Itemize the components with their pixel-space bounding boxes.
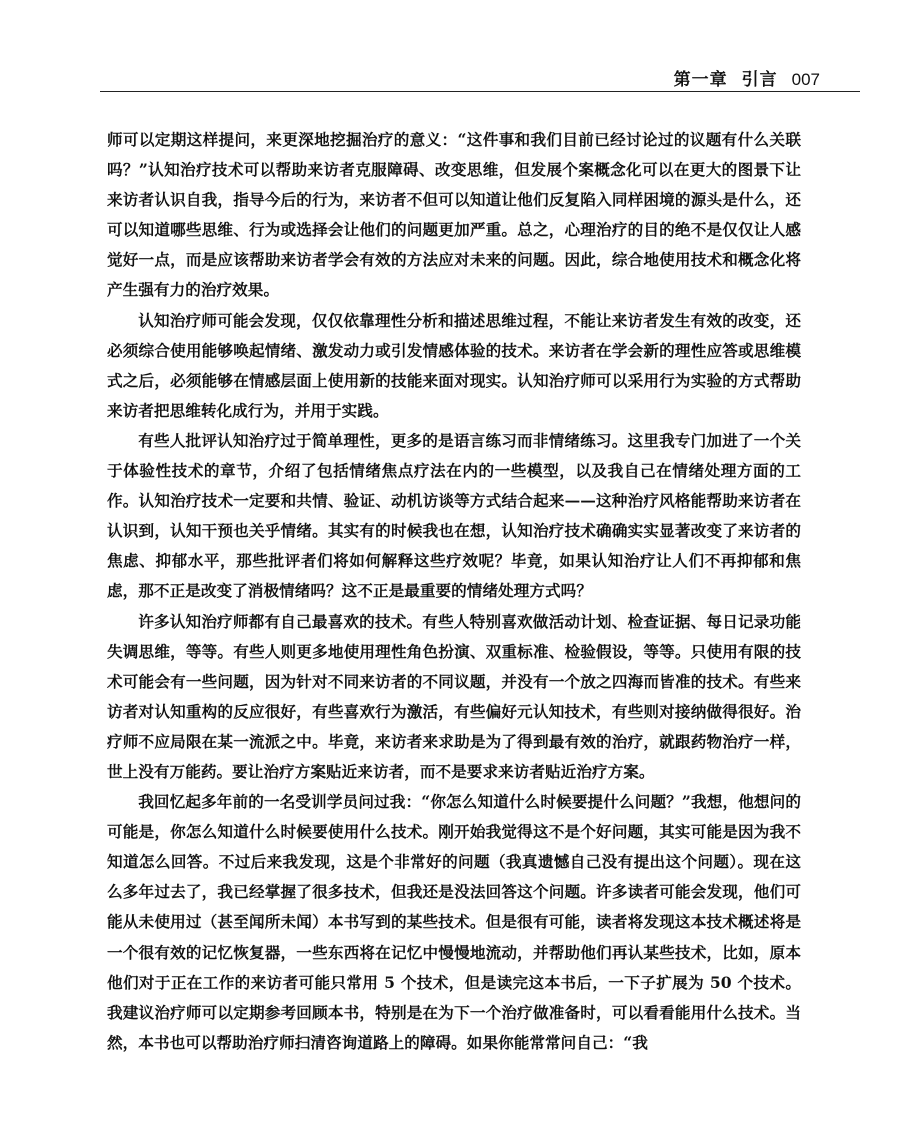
paragraph-1: 师可以定期这样提问，来更深地挖掘治疗的意义：“这件事和我们目前已经讨论过的议题有什么关联吗？”认知治疗技术可以帮助来访者克服障碍、改变思维，但发展个案概念化可以在更大的图景下让来访者认识自我，指导今后的行为，来访者不但可以知道让他们反复陷入同样困境的源头是什么，还可以知道哪些思维、行为或选择会让他们的问题更加严重。总之，心理治疗的目的绝不是仅仅让人感觉好一点，而是应该帮助来访者学会有效的方法应对未来的问题。因此，综合地使用技术和概念化将产生强有力的治疗效果。 (107, 130, 801, 300)
paragraph-3: 有些人批评认知治疗过于简单理性，更多的是语言练习而非情绪练习。这里我专门加进了一个关于体验性技术的章节，介绍了包括情绪焦点疗法在内的一些模型，以及我自己在情绪处理方面的工作。认知治疗技术一定要和共情、验证、动机访谈等方式结合起来——这种治疗风格能帮助来访者在认识到，认知干预也关乎情绪。其实有的时候我也在想，认知治疗技术确确实实显著改变了来访者的焦虑、抑郁水平，那些批评者们将如何解释这些疗效呢？毕竟，如果认知治疗让人们不再抑郁和焦虑，那不正是改变了消极情绪吗？这不正是最重要的情绪处理方式吗？ (107, 430, 801, 601)
running-header (0, 62, 820, 90)
chapter-label: 第一章 (673, 70, 728, 90)
paragraph-2: 认知治疗师可能会发现，仅仅依靠理性分析和描述思维过程，不能让来访者发生有效的改变，还必须综合使用能够唤起情绪、激发动力或引发情感体验的技术。来访者在学会新的理性应答或思维模式之后，必须能够在情感层面上使用新的技能来面对现实。认知治疗师可以采用行为实验的方式帮助来访者把思维转化成行为，并用于实践。 (107, 310, 801, 420)
page-number: 007 (791, 70, 820, 89)
body-text (107, 125, 801, 1058)
paragraph-4: 许多认知治疗师都有自己最喜欢的技术。有些人特别喜欢做活动计划、检查证据、每日记录功能失调思维，等等。有些人则更多地使用理性角色扮演、双重标准、检验假设，等等。只使用有限的技术可能会有一些问题，因为针对不同来访者的不同议题，并没有一个放之四海而皆准的技术。有些来访者对认知重构的反应很好，有些喜欢行为激活，有些偏好元认知技术，有些则对接纳做得很好。治疗师不应局限在某一流派之中。毕竟，来访者来求助是为了得到最有效的治疗，就跟药物治疗一样，世上没有万能药。要让治疗方案贴近来访者，而不是要求来访者贴近治疗方案。 (107, 611, 801, 781)
header-rule (100, 91, 860, 92)
section-label: 引言 (741, 70, 778, 90)
paragraph-5: 我回忆起多年前的一名受训学员问过我：“你怎么知道什么时候要提什么问题？”我想，他想问的可能是，你怎么知道什么时候要使用什么技术。刚开始我觉得这不是个好问题，其实可能是因为我不知道怎么回答。不过后来我发现，这是个非常好的问题（我真遗憾自己没有提出这个问题）。现在这么多年过去了，我已经掌握了很多技术，但我还是没法回答这个问题。许多读者可能会发现，他们可能从未使用过（甚至闻所未闻）本书写到的某些技术。但是很有可能，读者将发现这本技术概述将是一个很有效的记忆恢复器，一些东西将在记忆中慢慢地流动，并帮助他们再认某些技术，比如，原本他们对于正在工作的来访者可能只常用 5 个技术，但是读完这本书后，一下子扩展为 50 个技术。我建议治疗师可以定期参考回顾本书，特别是在为下一个治疗做准备时，可以看看能用什么技术。当然，本书也可以帮助治疗师扫清咨询道路上的障碍。如果你能常常问自己：“我 (107, 792, 801, 1052)
